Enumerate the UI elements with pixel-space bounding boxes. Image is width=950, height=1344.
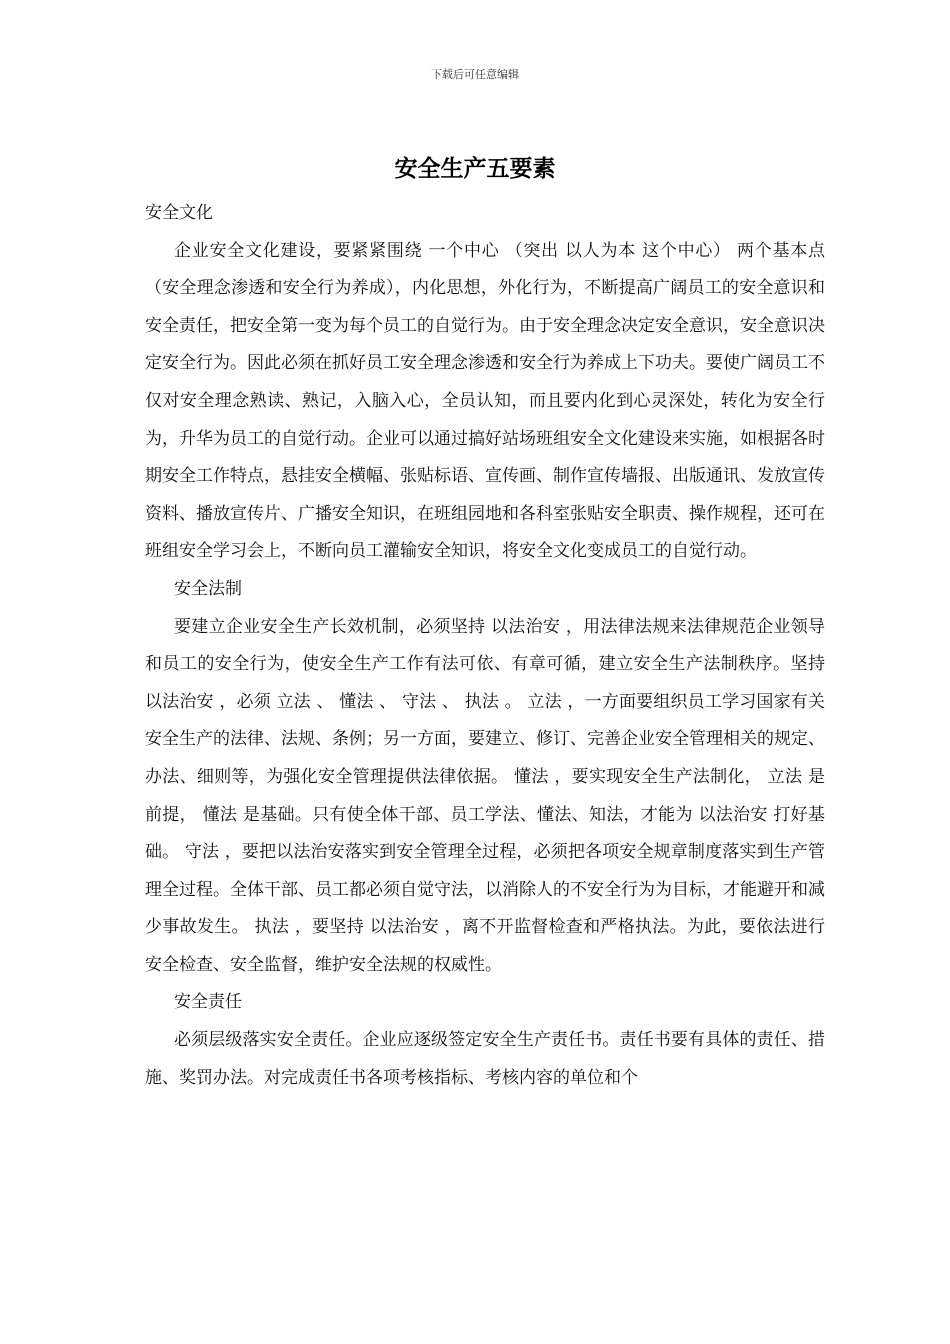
document-title: 安全生产五要素 bbox=[394, 155, 556, 182]
section-paragraph-safety-culture: 企业安全文化建设，要紧紧围绕 一个中心 （突出 以人为本 这个中心） 两个基本点 （安全理念渗透和安全行为养成），内化思想，外化行为，不断提高广阔员工的安全意识和安全责任，把安全第一变为每个员工的自觉行为。由于安全理念决定安全意识，安全意识决定安全行为。因此必须在抓好员工安全理念渗透和安全行为养成上下功夫。要使广阔员工不仅对安全理念熟读、熟记，入脑入心，全员认知，而且要内化到心灵深处，转化为安全行为，升华为员工的自觉行动。企业可以通过搞好站场班组安全文化建设来实施，如根据各时期安全工作特点，悬挂安全横幅、张贴标语、宣传画、制作宣传墙报、出版通讯、发放宣传资料、播放宣传片、广播安全知识，在班组园地和各科室张贴安全职责、操作规程，还可在班组安全学习会上，不断向员工灌输安全知识，将安全文化变成员工的自觉行动。 bbox=[145, 240, 825, 562]
section-paragraph-safety-responsibility: 必须层级落实安全责任。企业应逐级签定安全生产责任书。责任书要有具体的责任、措施、奖罚办法。对完成责任书各项考核指标、考核内容的单位和个 bbox=[145, 1030, 825, 1088]
section-paragraph-safety-legal: 要建立企业安全生产长效机制，必须坚持 以法治安 ，用法律法规来法律规范企业领导和员工的安全行为，使安全生产工作有法可依、有章可循，建立安全生产法制秩序。坚持 以法治安 ，必须 立法 、 懂法 、 守法 、 执法 。 立法 ，一方面要组织员工学习国家有关安全生产的法律、法规、条例；另一方面，要建立、修订、完善企业安全管理相关的规定、办法、细则等，为强化安全管理提供法律依据。 懂法 ，要实现安全生产法制化， 立法 是前提， 懂法 是基础。只有使全体干部、员工学法、懂法、知法，才能为 以法治安 打好基础。 守法 ，要把以法治安落实到安全管理全过程，必须把各项安全规章制度落实到生产管理全过程。全体干部、员工都必须自觉守法，以消除人的不安全行为为目标，才能避开和减少事故发生。 执法 ，要坚持 以法治安 ，离不开监督检查和严格执法。为此，要依法进行安全检查、安全监督，维护安全法规的权威性。 bbox=[145, 616, 825, 975]
section-heading-safety-legal: 安全法制 bbox=[174, 578, 242, 599]
page-header-note: 下载后可任意编辑 bbox=[431, 68, 519, 81]
section-heading-safety-culture: 安全文化 bbox=[145, 203, 213, 223]
document-body bbox=[145, 195, 825, 1097]
section-heading-safety-responsibility: 安全责任 bbox=[174, 992, 242, 1013]
